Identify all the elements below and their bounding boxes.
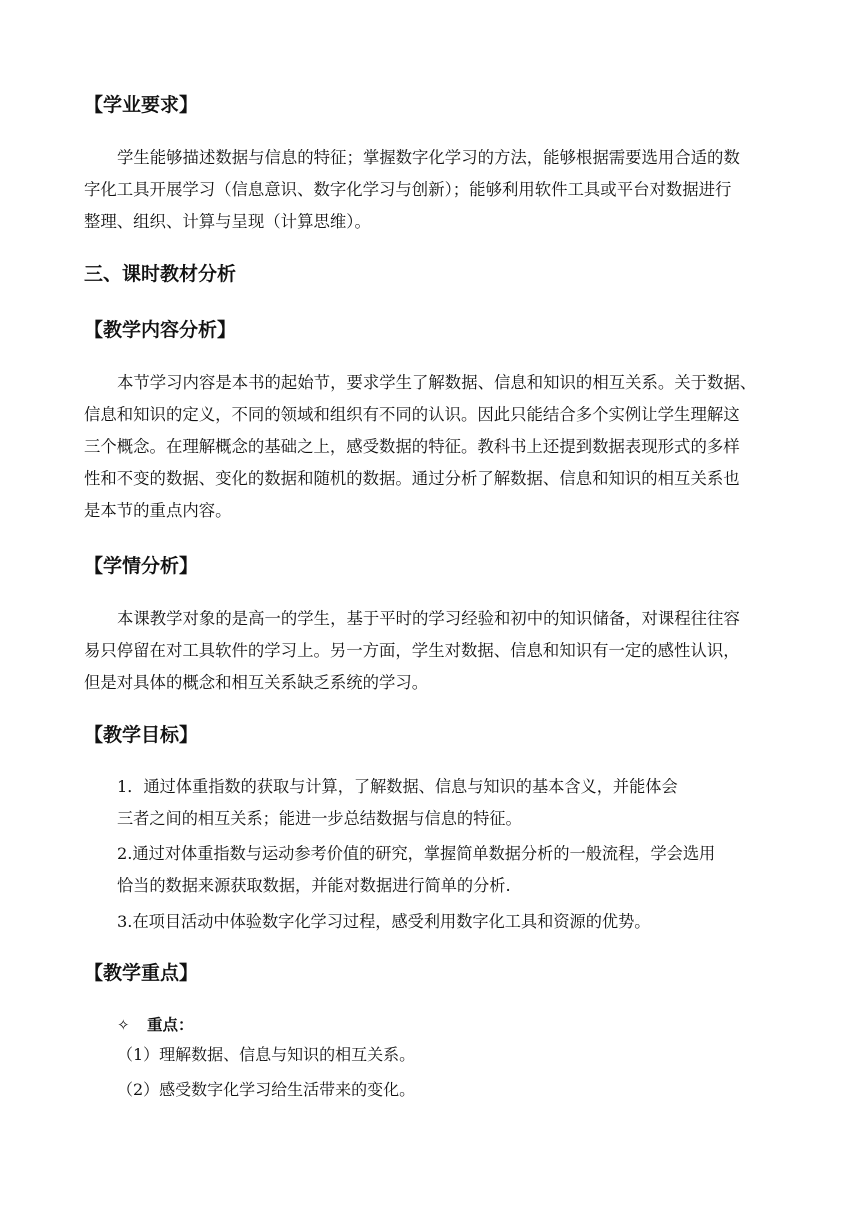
- paragraph-line: 是本节的重点内容。: [84, 501, 232, 520]
- paragraph-line: 本课教学对象的是高一的学生，基于平时的学习经验和初中的知识储备，对课程往往容: [117, 609, 740, 628]
- key-point-label: 重点：: [147, 1016, 194, 1034]
- learner-analysis-paragraph: [84, 603, 796, 699]
- paragraph-line: 三个概念。在理解概念的基础之上，感受数据的特征。教科书上还提到数据表现形式的多样: [84, 437, 740, 456]
- academic-requirements-heading: 【学业要求】: [84, 94, 199, 116]
- paragraph-line: 信息和知识的定义，不同的领域和组织有不同的认识。因此只能结合多个实例让学生理解这: [84, 405, 740, 424]
- paragraph-line: 整理、组织、计算与呈现（计算思维）。: [84, 212, 371, 231]
- key-point-label-row: [117, 1012, 194, 1038]
- objective-line: 恰当的数据来源获取数据，并能对数据进行简单的分析.: [117, 876, 511, 895]
- paragraph-line: 学生能够描述数据与信息的特征；掌握数字化学习的方法，能够根据需要选用合适的数: [117, 148, 740, 167]
- paragraph-line: 字化工具开展学习（信息意识、数字化学习与创新）；能够利用软件工具或平台对数据进行: [84, 180, 732, 199]
- key-point-item: （1）理解数据、信息与知识的相互关系。: [117, 1045, 416, 1064]
- sparkle-bullet-icon: ✧: [117, 1016, 130, 1034]
- objective-line: 1．通过体重指数的获取与计算，了解数据、信息与知识的基本含义，并能体会: [117, 777, 678, 796]
- paragraph-line: 性和不变的数据、变化的数据和随机的数据。通过分析了解数据、信息和知识的相互关系也: [84, 469, 740, 488]
- teaching-objectives-heading: 【教学目标】: [84, 724, 199, 746]
- paragraph-line: 但是对具体的概念和相互关系缺乏系统的学习。: [84, 673, 429, 692]
- content-analysis-heading: 【教学内容分析】: [84, 319, 237, 341]
- objective-line: 3.在项目活动中体验数字化学习过程，感受利用数字化工具和资源的优势。: [117, 912, 651, 931]
- key-point-item: （2）感受数字化学习给生活带来的变化。: [117, 1080, 416, 1099]
- academic-requirements-paragraph: [84, 142, 796, 238]
- objective-line: 三者之间的相互关系；能进一步总结数据与信息的特征。: [117, 809, 522, 828]
- objective-line: 2.通过对体重指数与运动参考价值的研究，掌握简单数据分析的一般流程，学会选用: [117, 844, 716, 863]
- paragraph-line: 易只停留在对工具软件的学习上。另一方面，学生对数据、信息和知识有一定的感性认识，: [84, 641, 740, 660]
- content-analysis-paragraph: [84, 367, 796, 527]
- key-points-heading: 【教学重点】: [84, 962, 199, 984]
- paragraph-line: 本节学习内容是本书的起始节，要求学生了解数据、信息和知识的相互关系。关于数据、: [117, 373, 757, 392]
- section-3-title: 三、课时教材分析: [84, 263, 237, 285]
- learner-analysis-heading: 【学情分析】: [84, 555, 199, 577]
